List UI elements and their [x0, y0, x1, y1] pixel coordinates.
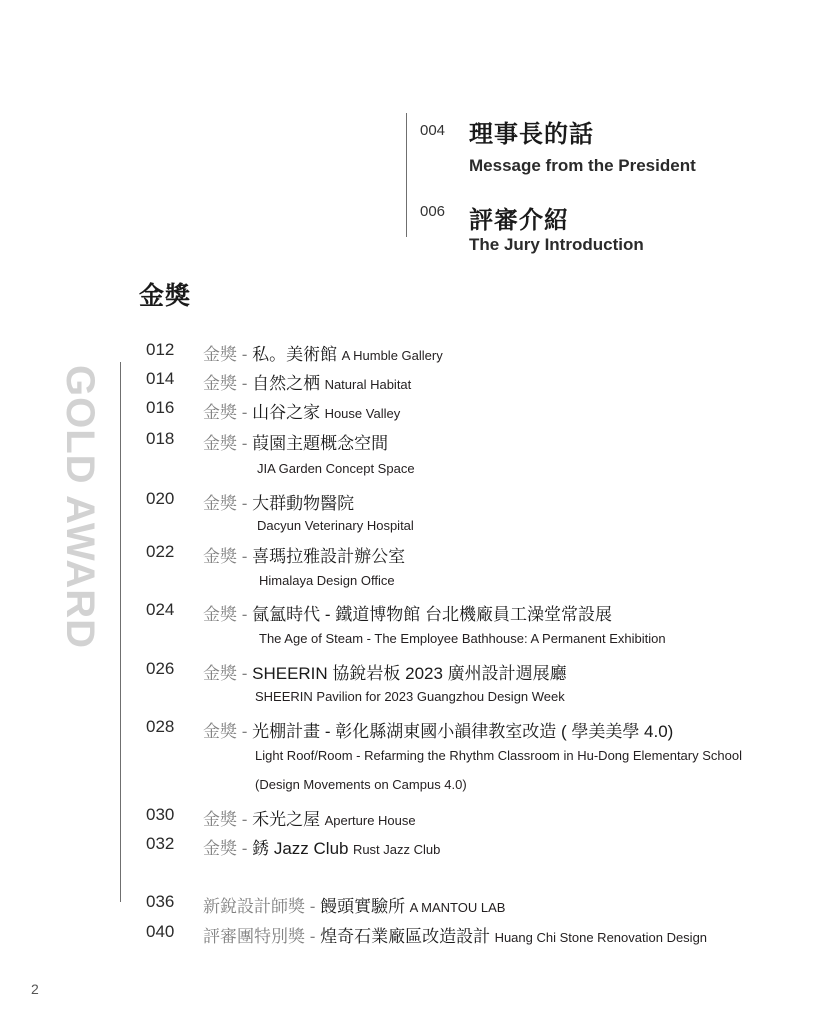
- separator: -: [237, 345, 253, 364]
- separator: -: [305, 897, 321, 916]
- entry-page-number: 040: [146, 922, 175, 941]
- entry-category: 金獎: [203, 345, 237, 364]
- toc-entry: [203, 340, 443, 365]
- toc-entry: [203, 489, 354, 514]
- entry-category: 新銳設計師獎: [203, 897, 305, 916]
- entry-title-zh: 銹 Jazz Club: [252, 839, 349, 858]
- entry-title-en: A Humble Gallery: [341, 348, 443, 363]
- toc-title-zh: 理事長的話: [469, 121, 594, 148]
- entry-title-zh: 自然之栖: [252, 374, 321, 393]
- entry-title-en: The Age of Steam - The Employee Bathhouse: A Permanent Exhibition: [259, 631, 666, 646]
- section-title: 金獎: [139, 282, 192, 310]
- entry-category: 金獎: [203, 547, 237, 566]
- intro-divider: [406, 113, 407, 237]
- entry-title-en: Huang Chi Stone Renovation Design: [494, 930, 708, 945]
- separator: -: [237, 547, 253, 566]
- entry-category: 金獎: [203, 839, 237, 858]
- separator: -: [237, 403, 253, 422]
- toc-entry: [203, 659, 567, 684]
- separator: -: [237, 605, 253, 624]
- entry-title-en: JIA Garden Concept Space: [257, 461, 415, 476]
- entry-title-zh: 氤氳時代 - 鐵道博物館 台北機廠員工澡堂常設展: [252, 605, 612, 624]
- entry-page-number: 012: [146, 340, 175, 359]
- entry-category: 金獎: [203, 434, 237, 453]
- page-number: 2: [31, 981, 39, 997]
- entry-title-en: SHEERIN Pavilion for 2023 Guangzhou Design Week: [255, 689, 565, 704]
- entry-title-zh: SHEERIN 協銳岩板 2023 廣州設計週展廳: [252, 664, 567, 683]
- toc-entry: [203, 429, 388, 454]
- separator: -: [237, 722, 253, 741]
- separator: -: [305, 927, 321, 946]
- toc-entry: [203, 805, 416, 830]
- entry-title-zh: 私。美術館: [252, 345, 338, 364]
- toc-entry: [203, 922, 707, 947]
- separator: -: [237, 434, 253, 453]
- toc-title-zh: 評審介紹: [469, 207, 569, 234]
- entry-title-en: Himalaya Design Office: [259, 573, 395, 588]
- entry-category: 金獎: [203, 494, 237, 513]
- entry-title-en: A MANTOU LAB: [409, 900, 506, 915]
- separator: -: [237, 374, 253, 393]
- side-label: GOLD AWARD: [58, 365, 102, 650]
- entry-page-number: 016: [146, 398, 175, 417]
- entry-title-en: Aperture House: [324, 813, 416, 828]
- entry-page-number: 036: [146, 892, 175, 911]
- toc-title-en: The Jury Introduction: [469, 235, 644, 254]
- entry-category: 金獎: [203, 810, 237, 829]
- entry-title-en: Dacyun Veterinary Hospital: [257, 518, 414, 533]
- entry-page-number: 026: [146, 659, 175, 678]
- entry-page-number: 020: [146, 489, 175, 508]
- separator: -: [237, 494, 253, 513]
- entry-category: 金獎: [203, 605, 237, 624]
- entry-title-en: House Valley: [324, 406, 401, 421]
- entry-title-zh: 喜瑪拉雅設計辦公室: [252, 547, 406, 566]
- toc-entry: [203, 369, 411, 394]
- toc-entry: [203, 834, 440, 859]
- entry-page-number: 024: [146, 600, 175, 619]
- entry-title-zh: 煌奇石業廠區改造設計: [320, 927, 491, 946]
- entry-title-en-continued: (Design Movements on Campus 4.0): [255, 777, 467, 792]
- entry-page-number: 022: [146, 542, 175, 561]
- entries-divider: [120, 362, 121, 902]
- entry-page-number: 014: [146, 369, 175, 388]
- entry-category: 評審團特別獎: [203, 927, 305, 946]
- toc-entry: [203, 600, 612, 625]
- entry-page-number: 028: [146, 717, 175, 736]
- separator: -: [237, 810, 253, 829]
- toc-title-en: Message from the President: [469, 156, 696, 175]
- entry-title-zh: 禾光之屋: [252, 810, 321, 829]
- toc-entry: [203, 398, 400, 423]
- entry-page-number: 030: [146, 805, 175, 824]
- toc-entry: [203, 892, 505, 917]
- toc-page-number: 004: [420, 122, 446, 139]
- separator: -: [237, 839, 253, 858]
- entry-title-en: Natural Habitat: [324, 377, 412, 392]
- entry-title-zh: 光棚計畫 - 彰化縣湖東國小韻律教室改造 ( 學美美學 4.0): [252, 722, 674, 741]
- entry-title-zh: 葭園主題概念空間: [252, 434, 389, 453]
- entry-page-number: 032: [146, 834, 175, 853]
- separator: -: [237, 664, 253, 683]
- toc-page-number: 006: [420, 203, 446, 220]
- entry-category: 金獎: [203, 403, 237, 422]
- entry-category: 金獎: [203, 722, 237, 741]
- entry-category: 金獎: [203, 374, 237, 393]
- entry-title-zh: 饅頭實驗所: [320, 897, 406, 916]
- entry-title-en: Rust Jazz Club: [352, 842, 441, 857]
- entry-title-en: Light Roof/Room - Refarming the Rhythm Classroom in Hu-Dong Elementary School: [255, 748, 742, 763]
- entry-page-number: 018: [146, 429, 175, 448]
- entry-title-zh: 山谷之家: [252, 403, 321, 422]
- toc-entry: [203, 717, 673, 742]
- entry-title-zh: 大群動物醫院: [252, 494, 355, 513]
- entry-category: 金獎: [203, 664, 237, 683]
- toc-entry: [203, 542, 405, 567]
